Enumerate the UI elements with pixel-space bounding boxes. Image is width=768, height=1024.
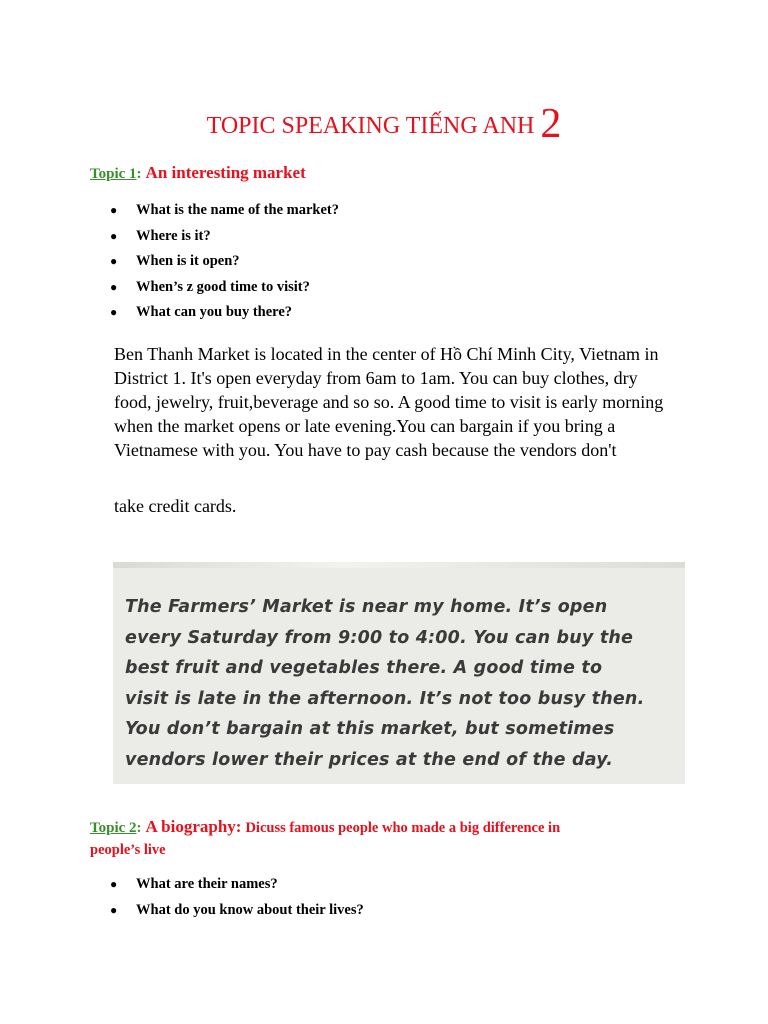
topic-1-paragraph-end: take credit cards. <box>114 496 237 516</box>
scan-edge <box>113 562 685 568</box>
page-title <box>0 101 768 147</box>
scanned-text-image <box>113 562 685 784</box>
question-text: What do you know about their lives? <box>136 901 364 918</box>
topic-2-question-list <box>110 872 364 923</box>
bullet-icon: ● <box>110 254 118 268</box>
question-text: What can you buy there? <box>136 304 293 320</box>
list-item <box>110 300 339 326</box>
topic-2-subtitle: Dicuss famous people who made a big difference in <box>245 820 561 836</box>
list-item <box>110 275 339 301</box>
list-item <box>110 249 339 275</box>
scanned-passage <box>125 592 677 775</box>
topic-1-label: Topic 1 <box>90 166 137 182</box>
topic-1-title: An interesting market <box>145 163 306 182</box>
scan-line: You don’t bargain at this market, but sometimes <box>125 719 615 739</box>
topic-1-question-list <box>110 198 339 326</box>
bullet-icon: ● <box>110 228 118 243</box>
topic-1-paragraph: Ben Thanh Market is located in the center of Hồ Chí Minh City, Vietnam in District 1. It's open everyday from 6am to 1am. You can buy clothes, dry food, jewelry, fruit,beverage and so so. A good time to visit is early morning when the market opens or late evening.You can bargain if you bring a Vietnamese with you. You have to pay cash because the vendors don't <box>114 344 664 460</box>
list-item <box>110 898 364 924</box>
scan-line: The Farmers’ Market is near my home. It’s open <box>125 597 608 617</box>
topic-2-subtitle-cont: people’s live <box>90 842 166 858</box>
bullet-icon: ● <box>110 877 118 891</box>
scan-line: every Saturday from 9:00 to 4:00. You can buy the <box>125 627 634 648</box>
question-text: What is the name of the market? <box>136 202 339 218</box>
question-text: What are their names? <box>136 876 278 892</box>
topic-2-label: Topic 2 <box>90 820 137 836</box>
bullet-icon: ● <box>110 203 118 217</box>
scan-line: vendors lower their prices at the end of the day. <box>125 749 614 770</box>
question-text: Where is it? <box>136 227 211 244</box>
topic-2-title: A biography: <box>145 817 242 836</box>
title-text: TOPIC SPEAKING TIẾNG ANH <box>206 113 535 139</box>
list-item <box>110 198 339 224</box>
bullet-icon: ● <box>110 902 118 917</box>
list-item <box>110 224 339 250</box>
topic-1-heading <box>90 163 306 183</box>
topic-2-heading <box>90 816 690 861</box>
topic-2-colon: : <box>136 820 142 836</box>
list-item <box>110 872 364 898</box>
bullet-icon: ● <box>110 305 118 319</box>
question-text: When is it open? <box>136 253 240 269</box>
scan-line: best fruit and vegetables there. A good time to <box>125 658 603 678</box>
topic-1-colon: : <box>136 166 142 182</box>
bullet-icon: ● <box>110 279 118 294</box>
question-text: When’s z good time to visit? <box>136 278 310 295</box>
title-number: 2 <box>540 101 562 147</box>
scan-line: visit is late in the afternoon. It’s not too busy then. <box>125 688 645 709</box>
